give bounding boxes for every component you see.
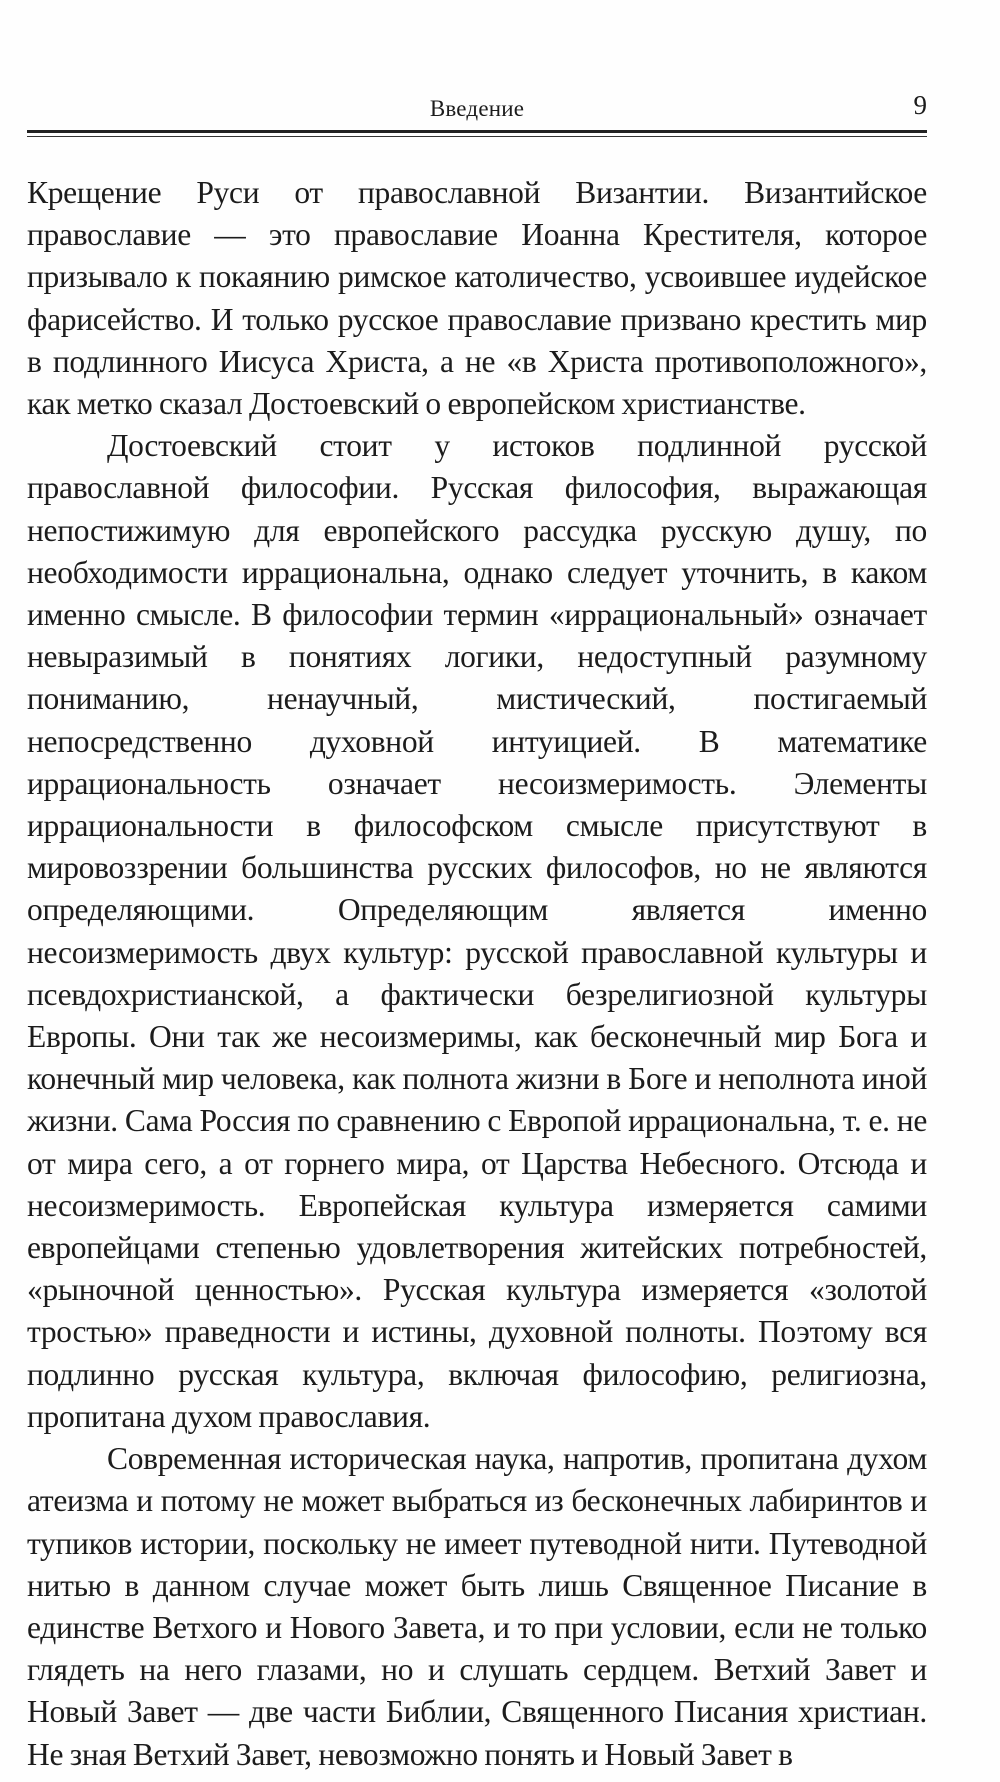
paragraph-2: Достоевский стоит у истоков подлинной русской православной философии. Русская философия, выражающая непостижимую для европейского рассудка русскую душу, по необходимости иррациональна, однако следует уточнить, в каком именно смысле. В философии термин «иррациональный» означает невыразимый в понятиях логики, недоступный разумному пониманию, ненаучный, мистический, постигаемый непосредственно духовной интуицией. В математике иррациональность означает несоизмеримость. Элементы иррациональности в философском смысле присутствуют в мировоззрении большинства русских философов, но не являются определяющими. Определяющим является именно несоизмеримость двух культур: русской православной культуры и псевдохристианской, а фактически безрелигиозной культуры Европы. Они так же несоизмеримы, как бесконечный мир Бога и конечный мир человека, как полнота жизни в Боге и неполнота иной жизни. Сама Россия по сравнению с Европой иррациональна, т. е. не от мира сего, а от горнего мира, от Царства Небесного. Отсюда и несоизмеримость. Европейская культура измеряется самими европейцами степенью удовлетворения житейских потребностей, «рыночной ценностью». Русская культура измеряется «золотой тростью» праведности и истины, духовной полноты. Поэтому вся подлинно русская культура, включая философию, религиозна, пропитана духом православия.: [27, 428, 927, 1434]
header-rule-thin: [27, 136, 927, 137]
paragraph-1: Крещение Руси от православной Византии. Византийское православие — это православие Иоанна Крестителя, которое призывало к покаянию римское католичество, усвоившее иудейское фарисейство. И только русское православие призвано крестить мир в подлинного Иисуса Христа, а не «в Христа противоположного», как метко сказал Достоевский о европейском христианстве.: [27, 175, 927, 422]
running-head: [27, 90, 927, 126]
header-rule-thick: [27, 130, 927, 133]
running-title: Введение: [429, 96, 525, 121]
page-number: 9: [913, 90, 927, 120]
paragraph-3: Современная историческая наука, напротив, пропитана духом атеизма и потому не может выбраться из бесконечных лабиринтов и тупиков истории, поскольку не имеет путеводной нити. Путеводной нитью в данном случае может быть лишь Священное Писание в единстве Ветхого и Нового Завета, и то при условии, если не только глядеть на него глазами, но и слушать сердцем. Ветхий Завет и Новый Завет — две части Библии, Священного Писания христиан. Не зная Ветхий Завет, невозможно понять и Новый Завет в: [27, 1441, 927, 1772]
body-text: [27, 172, 927, 1776]
